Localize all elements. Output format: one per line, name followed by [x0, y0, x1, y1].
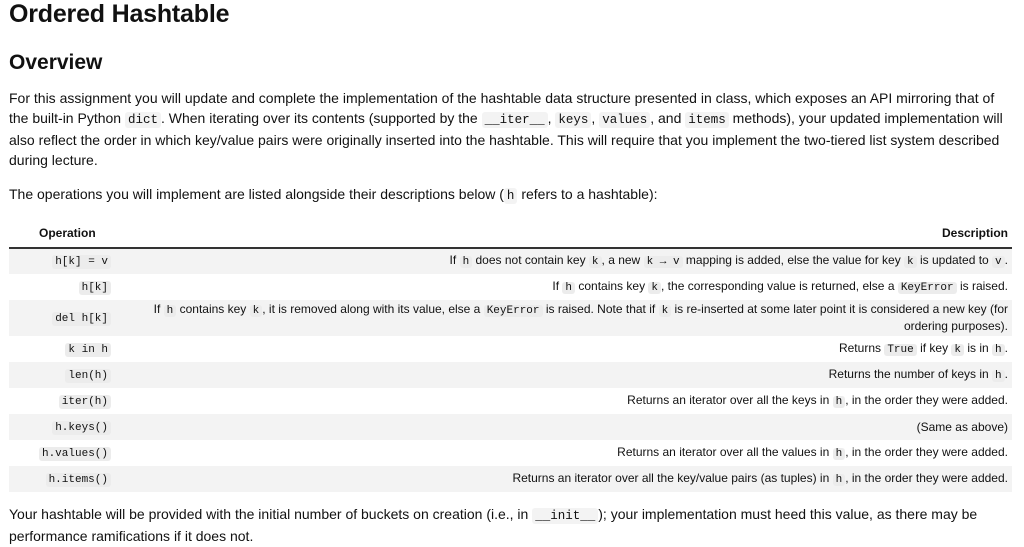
description-text: , in the order they were added.: [845, 444, 1008, 459]
operation-cell: [9, 440, 133, 466]
inline-code: k: [904, 256, 917, 268]
table-row: [9, 300, 1012, 336]
inline-code: KeyError: [484, 305, 543, 317]
description-text: if key: [916, 340, 952, 355]
inline-code: h: [164, 305, 177, 317]
description-cell: [133, 388, 1012, 414]
operation-code: h.values(): [39, 447, 111, 461]
description-cell: [133, 248, 1012, 274]
description-text: , in the order they were added.: [845, 470, 1008, 485]
description-text: is raised. Note that if: [542, 302, 659, 316]
description-text: (Same as above): [916, 419, 1008, 434]
operation-cell: [9, 300, 133, 336]
description-text: is updated to: [916, 253, 993, 267]
inline-code: k: [250, 305, 263, 317]
operation-code: h[k] = v: [52, 255, 111, 269]
description-text: .: [1004, 253, 1008, 267]
inline-code: __iter__: [482, 112, 548, 128]
inline-code: h: [833, 474, 846, 486]
inline-code: h: [833, 396, 846, 408]
table-row: [9, 414, 1012, 440]
description-text: .: [1004, 366, 1008, 381]
table-row: [9, 466, 1012, 492]
description-text: Returns: [838, 340, 885, 355]
table-row: [9, 440, 1012, 466]
intro-paragraph: For this assignment you will update and complete the implementation of the hashtable data structure presented in class, which exposes an API mirroring that of the built-in Python dict . When iterating over its contents (supported by the __iter__ , keys , values , and items methods), your updated implementation will also reflect the order in which key/value pairs were originally inserted into the hashtable. This will require that you implement the two-tiered list system described during lecture.: [9, 90, 1003, 168]
inline-code: k: [589, 256, 602, 268]
operation-cell: [9, 362, 133, 388]
table-row: [9, 336, 1012, 362]
description-text: Returns an iterator over all the key/value pairs (as tuples) in: [512, 470, 833, 485]
description-text: Returns the number of keys in: [828, 366, 993, 381]
operation-cell: [9, 274, 133, 300]
operation-code: len(h): [65, 369, 111, 383]
operation-cell: [9, 248, 133, 274]
inline-code: h: [992, 370, 1005, 382]
operation-code: h.items(): [46, 473, 111, 487]
operation-cell: [9, 414, 133, 440]
inline-code: h: [562, 282, 575, 294]
table-row: [9, 274, 1012, 300]
operations-table: [9, 220, 1012, 492]
table-row: [9, 248, 1012, 274]
description-cell: [133, 466, 1012, 492]
description-cell: [133, 300, 1012, 336]
inline-code: KeyError: [898, 282, 957, 294]
description-cell: [133, 440, 1012, 466]
description-text: is re-inserted at some later point it is considered a new key (for ordering purposes).: [671, 302, 1008, 333]
description-cell: [133, 274, 1012, 300]
overview-heading: Overview: [9, 51, 103, 74]
description-cell: [133, 414, 1012, 440]
inline-code: keys: [555, 112, 591, 128]
page-title: Ordered Hashtable: [9, 0, 230, 28]
description-text: mapping is added, else the value for key: [682, 253, 905, 267]
description-text: does not contain key: [472, 253, 589, 267]
table-row: [9, 388, 1012, 414]
inline-code: h: [833, 448, 846, 460]
description-text: If: [552, 278, 563, 293]
inline-code: items: [685, 112, 729, 128]
inline-code: h: [504, 188, 518, 204]
inline-code: k: [648, 282, 661, 294]
inline-code: values: [599, 112, 650, 128]
description-text: Returns an iterator over all the keys in: [627, 392, 833, 407]
closing-paragraph: Your hashtable will be provided with the initial number of buckets on creation (i.e., in __init__ ); your implementation must heed this value, as there may be performance ramifications if it does not.: [9, 506, 978, 544]
description-cell: [133, 362, 1012, 388]
description-text: contains key: [176, 302, 250, 316]
description-text: , a new: [601, 253, 644, 267]
operations-intro: The operations you will implement are listed alongside their descriptions below ( h refers to a hashtable):: [9, 186, 658, 203]
operation-code: h.keys(): [52, 421, 111, 435]
description-text: , the corresponding value is returned, else a: [661, 278, 898, 293]
description-text: If: [449, 253, 460, 267]
description-text: .: [1004, 340, 1008, 355]
inline-code: h: [460, 256, 473, 268]
inline-code: k → v: [644, 256, 683, 268]
description-text: is in: [964, 340, 993, 355]
description-text: Returns an iterator over all the values in: [617, 444, 833, 459]
description-column-header: Description: [133, 220, 1012, 248]
description-text: contains key: [575, 278, 649, 293]
table-row: [9, 362, 1012, 388]
operation-cell: [9, 336, 133, 362]
table-header-row: [9, 220, 1012, 248]
inline-code: dict: [125, 112, 161, 128]
inline-code: k: [951, 344, 964, 356]
description-text: , in the order they were added.: [845, 392, 1008, 407]
operation-cell: [9, 466, 133, 492]
operation-code: k in h: [65, 343, 111, 357]
inline-code: True: [884, 344, 916, 356]
description-text: If: [153, 302, 164, 316]
operation-cell: [9, 388, 133, 414]
operation-code: iter(h): [59, 395, 111, 409]
inline-code: v: [992, 256, 1005, 268]
operation-code: h[k]: [79, 281, 111, 295]
inline-code: __init__: [532, 508, 598, 524]
description-text: , it is removed along with its value, else a: [262, 302, 484, 316]
operation-column-header: Operation: [9, 220, 133, 248]
description-text: is raised.: [956, 278, 1008, 293]
inline-code: h: [992, 344, 1005, 356]
inline-code: k: [659, 305, 672, 317]
description-cell: [133, 336, 1012, 362]
operation-code: del h[k]: [52, 312, 111, 326]
